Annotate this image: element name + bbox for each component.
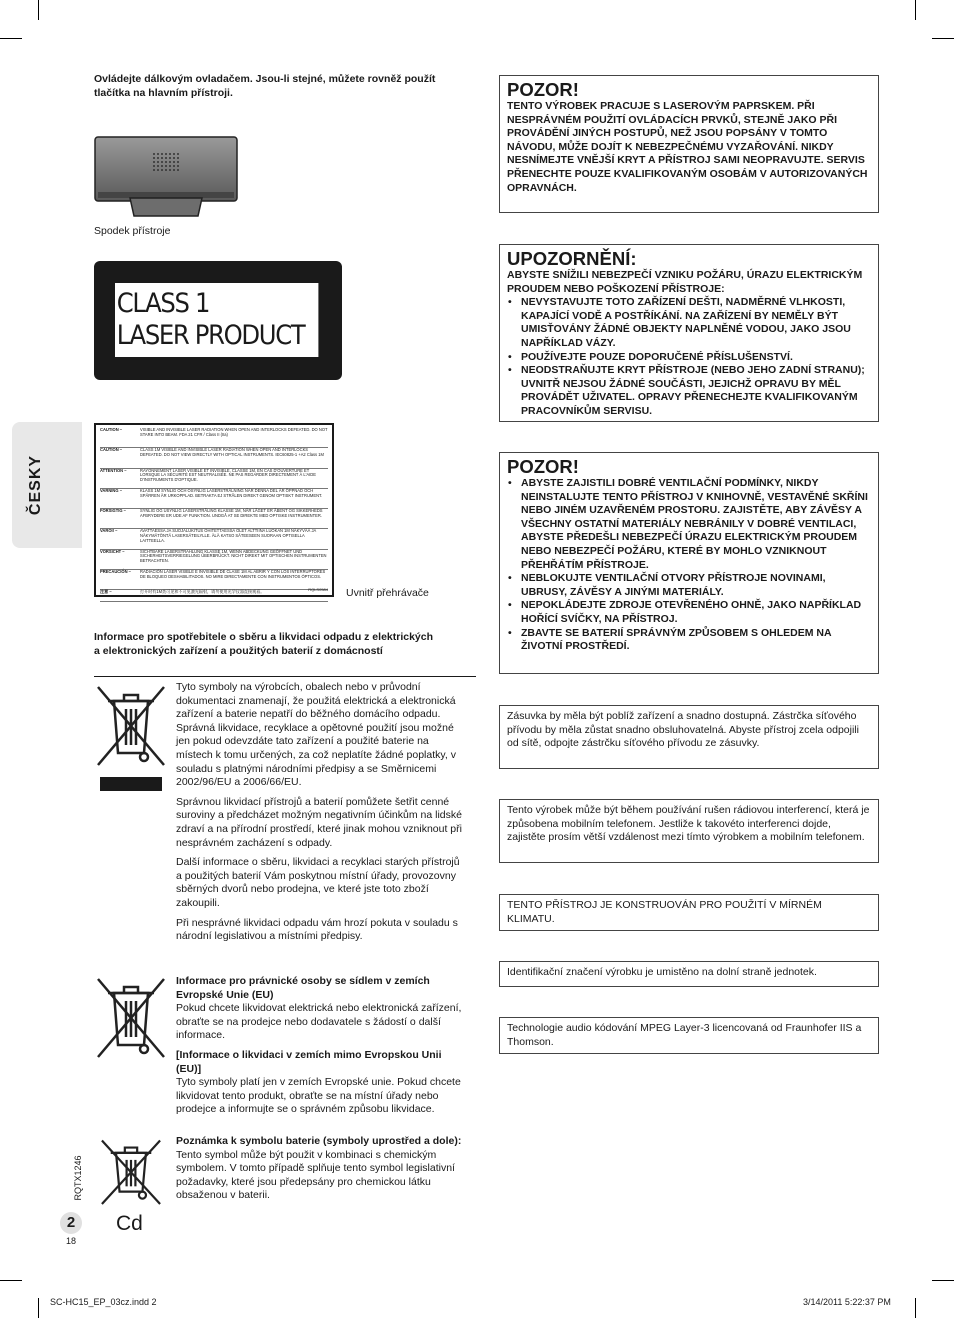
list-item: • POUŽÍVEJTE POUZE DOPORUČENÉ PŘÍSLUŠENSTVÍ. [507, 351, 871, 365]
battery-info-block [176, 1135, 468, 1203]
pozor-heading: POZOR! [507, 456, 579, 477]
crop-mark [0, 1280, 22, 1281]
crop-mark [915, 1298, 916, 1318]
socket-note-box [499, 705, 879, 769]
sticker-key: VARNING – [100, 487, 122, 493]
sticker-key: CAUTION – [100, 427, 123, 432]
upozorneni-heading: UPOZORNĚNÍ: [507, 248, 637, 269]
page-number: 18 [66, 1236, 77, 1246]
mpeg-note-box [499, 1017, 879, 1054]
sticker-row [100, 448, 328, 468]
list-item: • NEVYSTAVUJTE TOTO ZAŘÍZENÍ DEŠTI, NADMĚRNÉ VLHKOSTI, KAPAJÍCÍ VODĚ A POSTŘÍKÁNÍ. NA ZAŘÍZENÍ BY NEMĚLY BÝT UMISŤOVÁNY ŽÁDNÉ OBJEKTY NAPLNĚNÉ VODOU, JAKO JSOU NAPŘÍKLAD VÁZY. [507, 296, 871, 350]
sticker-key: VAROI! – [100, 528, 118, 534]
identification-note-box [499, 961, 879, 987]
sticker-caption: Uvnitř přehrávače [346, 587, 429, 599]
laser-label-line2: LASER PRODUCT [116, 320, 305, 351]
sticker-text: RAYONNEMENT LASER VISIBLE ET INVISIBLE, CLASSE 1M, EN CAS D'OUVERTURE ET LORSQUE LA SÉCURITÉ EST NEUTRALISÉE. NE PAS REGARDER DIRECTEMENT À L'AIDE D'INSTRUMENTS D'OPTIQUE. [140, 467, 316, 482]
crop-mark [915, 0, 916, 20]
crossed-bin-bar-icon [94, 683, 168, 795]
sticker-key: ATTENTION – [100, 467, 127, 473]
sticker-row [100, 590, 328, 602]
interference-note-box [499, 799, 879, 863]
sticker-row [100, 489, 328, 509]
model-code: RQTX1246 [73, 1155, 83, 1201]
sticker-key: FORSIGTIG – [100, 508, 126, 514]
crop-mark [932, 38, 954, 39]
sticker-text: KLASS 1M SYNLIG OCH OSYNLIG LASERSTRÅLNING NÄR DENNA DEL ÄR ÖPPNAD OCH SPÄRREN ÄR URKOPPLAD. BETRAKTA EJ STRÅLEN DIREKT GENOM OPTISKT INSTRUMENT. [140, 487, 323, 498]
crop-mark [0, 38, 22, 39]
sticker-key: VORSICHT – [100, 548, 125, 554]
sticker-text: RADIACIÓN LÁSER VISIBLE E INVISIBLE DE CLASE 1M AL ABRIR Y CON LOS INTERRUPTORES DE BLOQUEO DESHABILITADOS. NO MIRE DIRECTAMENTE CON INSTRUMENTOS ÓPTICOS. [140, 569, 326, 579]
sticker-text: SYNLIG OG USYNLIG LASERSTRÅLING KLASSE 1M, NÅR LÅGET ER ÅBENT OG SIKKERHEDS AFBRYDERE ER UDE AF FUNKTION. UNDGÅ AT SE DIREKTE MED OPTISKE INSTRUMENTER. [140, 508, 323, 518]
laser-warning-sticker [94, 423, 334, 597]
pozor-heading: POZOR! [507, 79, 579, 100]
upozorneni-box [499, 244, 879, 422]
sticker-text: 打开时有1M类可见和不可见激光辐射，请勿使用光学仪器直接观看。 [140, 589, 265, 595]
noneu-info-title: [Informace o likvidaci v zemích mimo Evropskou Unii (EU)] [176, 1048, 442, 1075]
cd-chemical-symbol: Cd [116, 1212, 143, 1235]
intro-note: Ovládejte dálkovým ovladačem. Jsou-li stejné, můžete rovněž použít tlačítka na hlavním přístroji. [94, 73, 436, 99]
mpeg-note: Technologie audio kódování MPEG Layer-3 licencovaná od Fraunhofer IIS a Thomson. [507, 1022, 862, 1048]
disposal-paragraph: Správná likvidace, recyklace a opětovné použití jsou možné jen pokud odevzdáte tato zařízení a použité baterie na místech k tomu určených, za což neplatíte žádné poplatky, v souladu s platnými národními předpisy a se Směrnicemi 2002/96/EU a 2006/66/EU. [176, 721, 456, 789]
disposal-paragraph: Správnou likvidací přístrojů a baterií pomůžete šetřit cenné suroviny a předcházet možným negativním účinkům na lidské zdraví a na přírodní prostředí, které jinak mohou vzniknout při nesprávném zacházení s odpady. [176, 795, 462, 849]
list-item: • ABYSTE ZAJISTILI DOBRÉ VENTILAČNÍ PODMÍNKY, NIKDY NEINSTALUJTE TENTO PŘÍSTROJ V KNIHOVNĚ, VESTAVĚNÉ SKŘÍNI NEBO JINÉM UZAVŘENÉM PROSTORU. ZAJISTĚTE, ABY ZÁVĚSY A VŠECHNY OSTATNÍ MATERIÁLY NEBRÁNILY V DOBRÉ VENTILACI, ABYSTE PŘEDEŠLI NEBEZPEČÍ ÚRAZU ELEKTRICKÝM PROUDEM NEBO NEBEZPEČÍ POŽÁRU, KTERÉ BY MOHLO VZNIKNOUT PŘEHŘÁTÍM PŘÍSTROJE. [507, 477, 871, 572]
laser-label-line1: CLASS 1 [116, 288, 210, 319]
pozor-list [507, 477, 871, 654]
device-caption: Spodek přístroje [94, 225, 171, 237]
language-tab-label: ČESKY [27, 454, 44, 516]
class1-laser-label [94, 261, 342, 380]
sticker-text: AVATTAESSA JA SUOJALUKITUS OHITETTAESSA OLET ALTTIINA LUOKAN 1M NÄKYVÄÄ JA NÄKYMÄTÖNTÄ LASERSÄTEILYLLE. ÄLÄ KATSO SÄTEESEEN SUORAAN OPTISELLA LAITTEELLA. [140, 528, 317, 543]
page-badge: 2 [60, 1212, 82, 1234]
socket-note: Zásuvka by měla být poblíž zařízení a snadno dostupná. Zástrčka síťového přívodu by měla zůstat snadno obsluhovatelná. Abyste přístroj zcela odpojili od sítě, odpojte zástrčku síťového přívodu ze zásuvky. [507, 710, 859, 750]
eu-info-text: Pokud chcete likvidovat elektrická nebo elektronická zařízení, obraťte se na prodejce nebo dodavatele s žádostí o další informace. [176, 1002, 462, 1042]
footer-date: 3/14/2011 5:22:37 PM [803, 1297, 891, 1307]
crop-mark [38, 0, 39, 20]
battery-info-text: Tento symbol může být použit v kombinaci s chemickým symbolem. V tomto případě splňuje tento symbol legislativní požadavky, které jsou předepsány pro chemickou látku obsaženou v baterii. [176, 1148, 455, 1202]
list-item: • NEODSTRAŇUJTE KRYT PŘÍSTROJE (NEBO JEHO ZADNÍ STRANU); UVNITŘ NEJSOU ŽÁDNÉ SOUČÁSTI, JEJICHŽ OPRAVU BY MĚL PROVÁDĚT UŽIVATEL. OPRAVY PŘENECHEJTE KVALIFIKOVANÝM PRACOVNÍKŮM SERVISU. [507, 364, 871, 418]
sticker-key: PRECAUCIÓN – [100, 569, 131, 575]
sticker-row [100, 469, 328, 489]
battery-info-title: Poznámka k symbolu baterie (symboly uprostřed a dole): [176, 1135, 462, 1147]
sticker-text: SICHTBARE LASERSTRAHLUNG KLASSE 1M, WENN ABDECKUNG GEÖFFNET UND SICHERHEITSVERRIEGELUNG ÜBERBRÜCKT. NICHT DIREKT MIT OPTISCHEN INSTRUMENTEN BETRACHTEN. [140, 548, 327, 564]
crossed-bin-icon [94, 975, 168, 1059]
climate-note-box [499, 894, 879, 931]
disposal-title: Informace pro spotřebitele o sběru a likvidaci odpadu z elektrických a elektronických zařízení a použitých baterií z domácností [94, 631, 434, 657]
eu-info-title: Informace pro právnické osoby se sídlem v zemích Evropské Unie (EU) [176, 975, 430, 1001]
crop-mark [932, 1280, 954, 1281]
battery-bin-icon [94, 1137, 168, 1211]
sticker-text: CLASS 1M VISIBLE AND INVISIBLE LASER RADIATION WHEN OPEN AND INTERLOCKS DEFEATED. DO NOT VIEW DIRECTLY WITH OPTICAL INSTRUMENTS. IEC60825-1 +A2 Class 1M [140, 447, 324, 457]
list-item: • NEBLOKUJTE VENTILAČNÍ OTVORY PŘÍSTROJE NOVINAMI, UBRUSY, ZÁVĚSY A JINÝMI MATERIÁLY. [507, 572, 871, 599]
device-bottom-illustration [94, 136, 238, 220]
list-item: • ZBAVTE SE BATERIÍ SPRÁVNÝM ZPŮSOBEM S OHLEDEM NA ŽIVOTNÍ PROSTŘEDÍ. [507, 627, 871, 654]
crop-mark [38, 1298, 39, 1318]
sticker-code: RQLS0584 [308, 587, 328, 592]
disposal-text-block [176, 681, 468, 944]
language-side-tab [12, 422, 82, 548]
sticker-row [100, 428, 328, 448]
upozorneni-intro: ABYSTE SNÍŽILI NEBEZPEČÍ VZNIKU POŽÁRU, ÚRAZU ELEKTRICKÝM PROUDEM NEBO POŠKOZENÍ PŘÍSTROJE: [507, 269, 863, 295]
disposal-paragraph: Další informace o sběru, likvidaci a recyklaci starých přístrojů a použitých baterií Vám poskytnou místní úřady, provozovny sběrných dvorů nebo prodejna, ve které jste toto zboží zakoupili. [176, 856, 460, 909]
divider [94, 676, 476, 677]
sticker-row [100, 509, 328, 529]
noneu-info-text: Tyto symboly platí jen v zemích Evropské unie. Pokud chcete likvidovat tento produkt, obraťte se na místní úřady nebo prodejce a informujte se o správném způsobu likvidace. [176, 1076, 461, 1116]
list-item: • NEPOKLÁDEJTE ZDROJE OTEVŘENÉHO OHNĚ, JAKO NAPŘÍKLAD HOŘÍCÍ SVÍČKY, NA PŘÍSTROJ. [507, 599, 871, 626]
pozor-laser-box [499, 75, 879, 213]
disposal-paragraph: Tyto symboly na výrobcích, obalech nebo v průvodní dokumentaci znamenají, že použitá elektrická a elektronická zařízení a baterie nepatří do běžného domácího odpadu. [176, 681, 456, 721]
climate-note: TENTO PŘÍSTROJ JE KONSTRUOVÁN PRO POUŽITÍ V MÍRNÉM KLIMATU. [507, 899, 822, 925]
sticker-row [100, 529, 328, 549]
identification-note: Identifikační značení výrobku je umistěno na dolní straně jednotek. [507, 966, 817, 978]
interference-note: Tento výrobek může být během používání rušen rádiovou interferencí, která je způsobena mobilním telefonem. Jestliže k takovéto interferenci dojde, zajistěte prosím větší vzdálenost mezi tímto výrobkem a mobilním telefonem. [507, 804, 870, 844]
sticker-text: VISIBLE AND INVISIBLE LASER RADIATION WHEN OPEN AND INTERLOCKS DEFEATED. DO NOT STARE INTO BEAM. FDA 21 CFR / Class II (IIa) [140, 427, 328, 437]
pozor-laser-text: TENTO VÝROBEK PRACUJE S LASEROVÝM PAPRSKEM. PŘI NESPRÁVNÉM POUŽITÍ OVLÁDACÍCH PRVKŮ, STEJNĚ JAKO PŘI PROVÁDĚNÍ JINÝCH POSTUPŮ, NEŽ JSOU POPSÁNY V TOMTO NÁVODU, MŮŽE DOJÍT K NEBEZPEČNÉMU VYZAŘOVÁNÍ. NIKDY NESNÍMEJTE VNĚJŠÍ KRYT A PŘÍSTROJ SAMI NEOPRAVUJTE. SERVIS PŘENECHTE POUZE KVALIFIKOVANÝM OSOBÁM V AUTORIZOVANÝCH OPRAVNÁCH. [507, 100, 868, 194]
upozorneni-list [507, 296, 871, 418]
sticker-key: 注意 – [100, 589, 112, 595]
laser-label-text [115, 283, 318, 357]
footer-filename: SC-HC15_EP_03cz.indd 2 [50, 1297, 157, 1307]
sticker-row [100, 550, 328, 570]
disposal-paragraph: Při nesprávné likvidaci odpadu vám hrozí pokuta v souladu s národní legislativou a místními předpisy. [176, 916, 458, 943]
sticker-row [100, 570, 328, 590]
sticker-key: CAUTION – [100, 447, 123, 453]
pozor-ventilation-box [499, 452, 879, 674]
eu-info-block [176, 975, 468, 1117]
